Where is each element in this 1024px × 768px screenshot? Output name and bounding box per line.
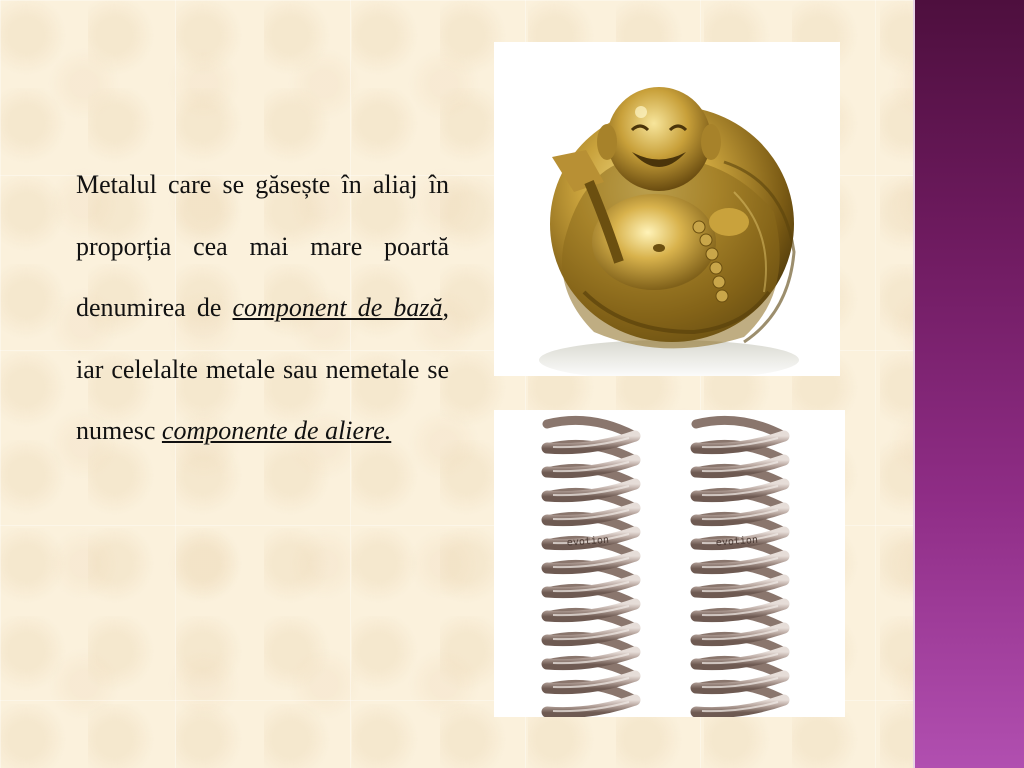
coil-springs-image — [494, 410, 845, 717]
coil-spring-1 — [547, 420, 635, 712]
buddha-statue-image — [494, 42, 840, 376]
paragraph-text-2: , iar celelalte metale sau nemetale se numesc — [76, 293, 449, 445]
coil-spring-2 — [696, 420, 784, 712]
term-alloy-components: componente de aliere. — [161, 416, 392, 445]
paragraph-text-1: Metalul care se găsește în aliaj în proporția cea mai mare poartă denumirea de — [76, 170, 449, 322]
term-base-component: component de bază — [232, 293, 443, 322]
spring-label-text: evotion — [715, 534, 759, 549]
spring-label-text: evotion — [566, 534, 610, 549]
slide-paragraph — [76, 154, 449, 462]
decorative-sidebar — [913, 0, 1024, 768]
sidebar-divider — [913, 0, 915, 768]
